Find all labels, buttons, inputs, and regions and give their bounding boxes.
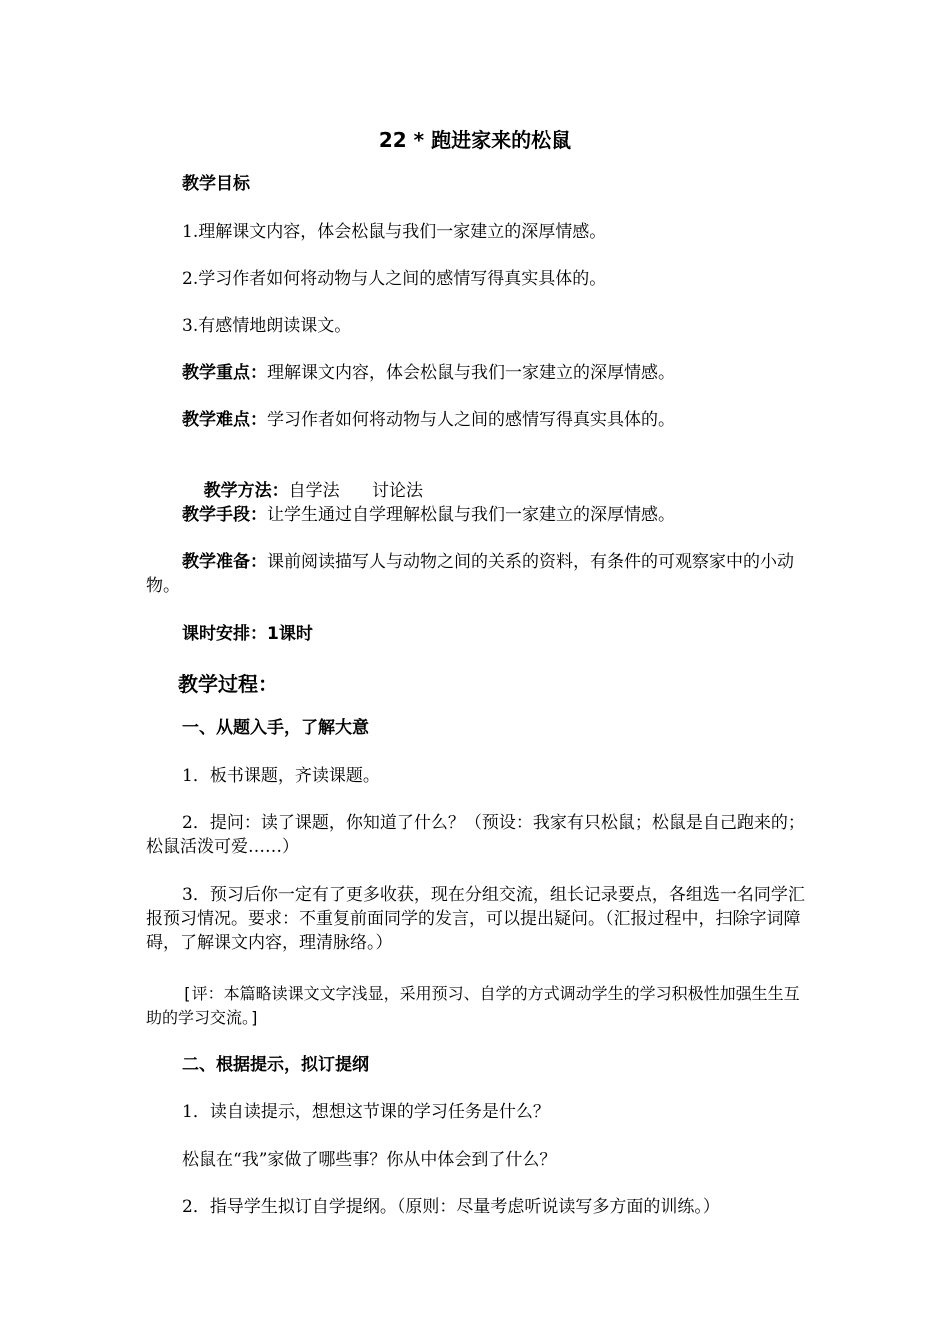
objective-item-3: 3.有感情地朗读课文。 xyxy=(182,316,352,336)
difficulty xyxy=(182,408,675,432)
method-label: 教学方法： xyxy=(203,481,289,501)
key-point xyxy=(182,361,675,385)
section1-item-2: 2．提问：读了课题，你知道了什么？（预设：我家有只松鼠；松鼠是自己跑来的；松鼠活泼可爱……） xyxy=(146,813,805,857)
preparation-label: 教学准备： xyxy=(182,552,267,572)
method-text: 自学法 讨论法 xyxy=(288,481,424,501)
section2-item-3: 2．指导学生拟订自学提纲。（原则：尽量考虑听说读写多方面的训练。） xyxy=(182,1197,720,1217)
preparation-text: 课前阅读描写人与动物之间的关系的资料，有条件的可观察家中的小动物。 xyxy=(146,552,794,596)
section2-item-2: 松鼠在“我”家做了哪些事？你从中体会到了什么？ xyxy=(182,1150,557,1170)
section1-comment: [评：本篇略读课文文字浅显，采用预习、自学的方式调动学生的学习积极性加强生生互助的学习交流。] xyxy=(146,984,800,1027)
section1-item-1: 1．板书课题，齐读课题。 xyxy=(182,766,380,786)
key-point-label: 教学重点： xyxy=(182,363,267,383)
section2-heading: 二、根据提示，拟订提纲 xyxy=(182,1055,369,1075)
section1-item-3: 3．预习后你一定有了更多收获，现在分组交流，组长记录要点，各组选一名同学汇报预习情况。要求：不重复前面同学的发言，可以提出疑问。（汇报过程中，扫除字词障碍，了解课文内容，理清脉络。） xyxy=(146,885,805,953)
preparation xyxy=(146,550,806,598)
means-label: 教学手段： xyxy=(182,505,267,525)
objective-item-1: 1.理解课文内容，体会松鼠与我们一家建立的深厚情感。 xyxy=(182,222,607,242)
section2-item-1: 1．读自读提示，想想这节课的学习任务是什么？ xyxy=(182,1102,550,1122)
difficulty-label: 教学难点： xyxy=(182,410,267,430)
difficulty-text: 学习作者如何将动物与人之间的感情写得真实具体的。 xyxy=(267,410,675,430)
section1-heading: 一、从题入手，了解大意 xyxy=(182,718,369,738)
objectives-heading: 教学目标 xyxy=(182,174,250,194)
schedule: 课时安排：1课时 xyxy=(182,624,313,644)
means xyxy=(182,503,675,527)
process-heading: 教学过程： xyxy=(178,672,278,696)
key-point-text: 理解课文内容，体会松鼠与我们一家建立的深厚情感。 xyxy=(267,363,675,383)
page-title: 22 * 跑进家来的松鼠 xyxy=(378,128,572,152)
means-text: 让学生通过自学理解松鼠与我们一家建立的深厚情感。 xyxy=(267,505,675,525)
objective-item-2: 2.学习作者如何将动物与人之间的感情写得真实具体的。 xyxy=(182,269,607,289)
